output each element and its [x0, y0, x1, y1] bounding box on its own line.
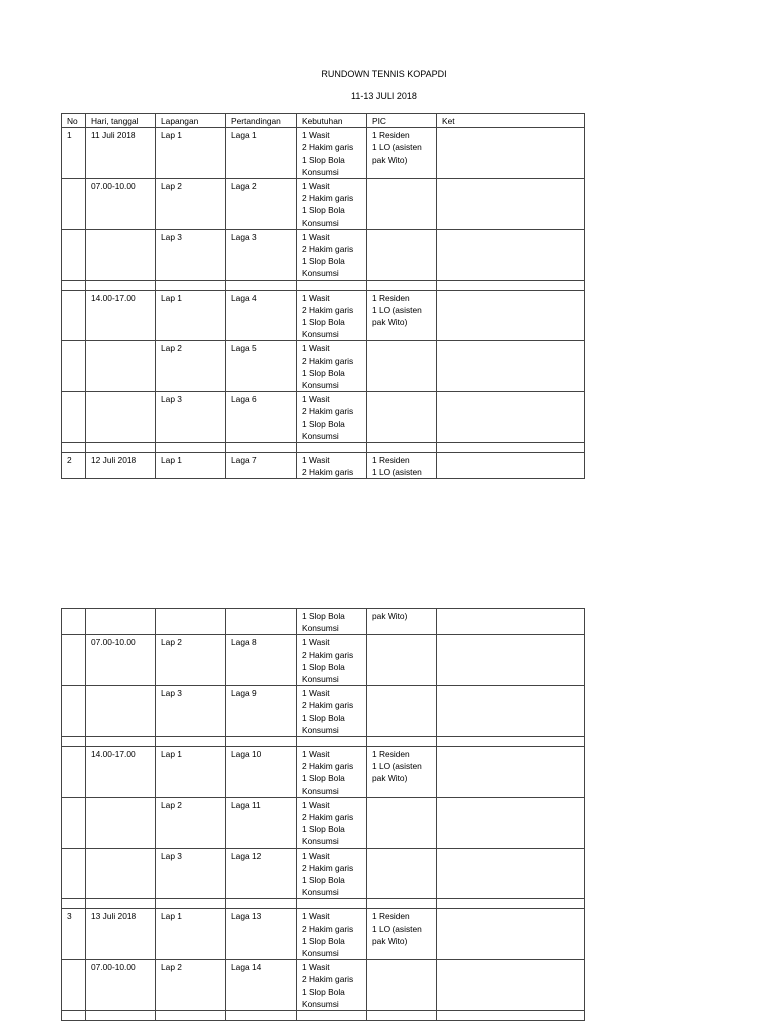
cell-lapangan [156, 280, 226, 290]
cell-kebutuhan [297, 899, 367, 909]
table-spacer-row [62, 443, 585, 453]
rundown-table-block-2 [61, 608, 585, 1021]
cell-lapangan: Lap 3 [156, 686, 226, 737]
cell-pic [367, 797, 437, 848]
cell-pertandingan: Laga 10 [226, 747, 297, 798]
cell-hari [86, 609, 156, 635]
cell-ket [437, 848, 585, 899]
cell-hari [86, 443, 156, 453]
cell-hari: 13 Juli 2018 [86, 909, 156, 960]
table-row [62, 128, 585, 179]
cell-ket [437, 1011, 585, 1021]
cell-ket [437, 747, 585, 798]
cell-pic [367, 635, 437, 686]
cell-pic: 1 Residen 1 LO (asisten pak Wito) [367, 290, 437, 341]
cell-pertandingan: Laga 13 [226, 909, 297, 960]
header-cell-hari: Hari, tanggal [86, 114, 156, 128]
cell-lapangan: Lap 1 [156, 909, 226, 960]
cell-hari: 14.00-17.00 [86, 747, 156, 798]
header-cell-lapangan: Lapangan [156, 114, 226, 128]
cell-hari: 14.00-17.00 [86, 290, 156, 341]
cell-kebutuhan: 1 Wasit 2 Hakim garis 1 Slop Bola Konsumsi [297, 392, 367, 443]
rundown-table-block-1 [61, 113, 585, 479]
cell-hari: 11 Juli 2018 [86, 128, 156, 179]
cell-lapangan: Lap 1 [156, 290, 226, 341]
cell-lapangan [156, 899, 226, 909]
table-spacer-row [62, 899, 585, 909]
cell-kebutuhan [297, 443, 367, 453]
table-spacer-row [62, 737, 585, 747]
cell-kebutuhan: 1 Wasit 2 Hakim garis 1 Slop Bola Konsumsi [297, 341, 367, 392]
cell-pertandingan: Laga 6 [226, 392, 297, 443]
cell-no [62, 635, 86, 686]
cell-lapangan: Lap 3 [156, 229, 226, 280]
cell-lapangan: Lap 2 [156, 635, 226, 686]
cell-no [62, 341, 86, 392]
cell-pic [367, 1011, 437, 1021]
cell-lapangan: Lap 2 [156, 341, 226, 392]
cell-lapangan: Lap 1 [156, 453, 226, 479]
cell-no [62, 960, 86, 1011]
cell-ket [437, 280, 585, 290]
header-cell-kebutuhan: Kebutuhan [297, 114, 367, 128]
cell-no: 1 [62, 128, 86, 179]
table-row [62, 909, 585, 960]
cell-no [62, 797, 86, 848]
cell-no [62, 737, 86, 747]
table-row [62, 290, 585, 341]
document-date-range: 11-13 JULI 2018 [351, 91, 417, 101]
cell-pic: 1 Residen 1 LO (asisten pak Wito) [367, 909, 437, 960]
cell-no: 3 [62, 909, 86, 960]
cell-lapangan: Lap 1 [156, 747, 226, 798]
cell-kebutuhan: 1 Wasit 2 Hakim garis 1 Slop Bola Konsumsi [297, 128, 367, 179]
cell-kebutuhan: 1 Slop Bola Konsumsi [297, 609, 367, 635]
cell-no [62, 899, 86, 909]
cell-no [62, 179, 86, 230]
cell-lapangan: Lap 2 [156, 960, 226, 1011]
cell-hari [86, 280, 156, 290]
cell-lapangan [156, 609, 226, 635]
cell-hari [86, 229, 156, 280]
table-row [62, 797, 585, 848]
cell-pic [367, 443, 437, 453]
cell-pertandingan: Laga 3 [226, 229, 297, 280]
cell-ket [437, 609, 585, 635]
cell-hari [86, 392, 156, 443]
cell-pertandingan [226, 1011, 297, 1021]
table-row [62, 392, 585, 443]
cell-hari: 07.00-10.00 [86, 179, 156, 230]
cell-pertandingan [226, 280, 297, 290]
cell-pertandingan: Laga 8 [226, 635, 297, 686]
cell-ket [437, 960, 585, 1011]
cell-pic: 1 Residen 1 LO (asisten [367, 453, 437, 479]
cell-hari [86, 737, 156, 747]
cell-pic [367, 899, 437, 909]
document-title: RUNDOWN TENNIS KOPAPDI [321, 69, 447, 79]
cell-kebutuhan [297, 1011, 367, 1021]
cell-pic: 1 Residen 1 LO (asisten pak Wito) [367, 128, 437, 179]
cell-pic [367, 392, 437, 443]
cell-kebutuhan: 1 Wasit 2 Hakim garis 1 Slop Bola Konsumsi [297, 635, 367, 686]
cell-no [62, 290, 86, 341]
cell-ket [437, 453, 585, 479]
cell-kebutuhan: 1 Wasit 2 Hakim garis 1 Slop Bola Konsumsi [297, 229, 367, 280]
cell-pertandingan: Laga 11 [226, 797, 297, 848]
cell-no [62, 848, 86, 899]
cell-ket [437, 635, 585, 686]
cell-pertandingan: Laga 9 [226, 686, 297, 737]
cell-kebutuhan: 1 Wasit 2 Hakim garis 1 Slop Bola Konsumsi [297, 848, 367, 899]
cell-lapangan: Lap 3 [156, 392, 226, 443]
table-row [62, 848, 585, 899]
table-row [62, 635, 585, 686]
cell-ket [437, 128, 585, 179]
cell-no [62, 1011, 86, 1021]
table-row [62, 453, 585, 479]
cell-ket [437, 443, 585, 453]
cell-kebutuhan: 1 Wasit 2 Hakim garis 1 Slop Bola Konsumsi [297, 960, 367, 1011]
cell-pertandingan: Laga 2 [226, 179, 297, 230]
cell-kebutuhan: 1 Wasit 2 Hakim garis 1 Slop Bola Konsumsi [297, 909, 367, 960]
cell-lapangan: Lap 1 [156, 128, 226, 179]
cell-kebutuhan: 1 Wasit 2 Hakim garis 1 Slop Bola Konsumsi [297, 747, 367, 798]
cell-pertandingan [226, 737, 297, 747]
table-row [62, 960, 585, 1011]
cell-pic [367, 280, 437, 290]
cell-lapangan [156, 1011, 226, 1021]
header-cell-ket: Ket [437, 114, 585, 128]
cell-pertandingan: Laga 1 [226, 128, 297, 179]
table-spacer-row [62, 1011, 585, 1021]
cell-pertandingan [226, 443, 297, 453]
table-row [62, 609, 585, 635]
cell-pic [367, 686, 437, 737]
cell-no [62, 686, 86, 737]
cell-pic: pak Wito) [367, 609, 437, 635]
cell-hari [86, 848, 156, 899]
header-cell-pic: PIC [367, 114, 437, 128]
cell-no [62, 280, 86, 290]
cell-ket [437, 341, 585, 392]
cell-ket [437, 229, 585, 280]
cell-pic [367, 960, 437, 1011]
cell-pic [367, 229, 437, 280]
cell-pertandingan: Laga 4 [226, 290, 297, 341]
cell-ket [437, 290, 585, 341]
cell-pertandingan [226, 899, 297, 909]
cell-pertandingan: Laga 5 [226, 341, 297, 392]
cell-pertandingan: Laga 12 [226, 848, 297, 899]
cell-no [62, 392, 86, 443]
cell-lapangan: Lap 2 [156, 797, 226, 848]
cell-pic [367, 848, 437, 899]
cell-ket [437, 899, 585, 909]
cell-kebutuhan: 1 Wasit 2 Hakim garis 1 Slop Bola Konsumsi [297, 686, 367, 737]
table-row [62, 179, 585, 230]
cell-hari: 12 Juli 2018 [86, 453, 156, 479]
cell-hari [86, 797, 156, 848]
table-row [62, 747, 585, 798]
cell-pertandingan [226, 609, 297, 635]
cell-lapangan [156, 737, 226, 747]
table-header-row [62, 114, 585, 128]
table-row [62, 229, 585, 280]
cell-hari [86, 899, 156, 909]
cell-ket [437, 737, 585, 747]
cell-kebutuhan: 1 Wasit 2 Hakim garis [297, 453, 367, 479]
cell-kebutuhan: 1 Wasit 2 Hakim garis 1 Slop Bola Konsumsi [297, 797, 367, 848]
table-spacer-row [62, 280, 585, 290]
cell-kebutuhan [297, 737, 367, 747]
cell-kebutuhan: 1 Wasit 2 Hakim garis 1 Slop Bola Konsumsi [297, 290, 367, 341]
cell-pertandingan: Laga 7 [226, 453, 297, 479]
cell-hari: 07.00-10.00 [86, 960, 156, 1011]
cell-lapangan: Lap 3 [156, 848, 226, 899]
cell-no [62, 609, 86, 635]
header-cell-pertandingan: Pertandingan [226, 114, 297, 128]
cell-no: 2 [62, 453, 86, 479]
cell-lapangan [156, 443, 226, 453]
cell-no [62, 747, 86, 798]
cell-kebutuhan: 1 Wasit 2 Hakim garis 1 Slop Bola Konsumsi [297, 179, 367, 230]
cell-hari [86, 1011, 156, 1021]
cell-hari: 07.00-10.00 [86, 635, 156, 686]
cell-ket [437, 686, 585, 737]
cell-ket [437, 179, 585, 230]
header-cell-no: No [62, 114, 86, 128]
cell-no [62, 229, 86, 280]
cell-pertandingan: Laga 14 [226, 960, 297, 1011]
table-row [62, 686, 585, 737]
cell-lapangan: Lap 2 [156, 179, 226, 230]
cell-kebutuhan [297, 280, 367, 290]
cell-hari [86, 341, 156, 392]
cell-ket [437, 797, 585, 848]
cell-pic: 1 Residen 1 LO (asisten pak Wito) [367, 747, 437, 798]
cell-hari [86, 686, 156, 737]
cell-pic [367, 179, 437, 230]
table-row [62, 341, 585, 392]
cell-pic [367, 341, 437, 392]
cell-pic [367, 737, 437, 747]
cell-ket [437, 909, 585, 960]
cell-no [62, 443, 86, 453]
cell-ket [437, 392, 585, 443]
